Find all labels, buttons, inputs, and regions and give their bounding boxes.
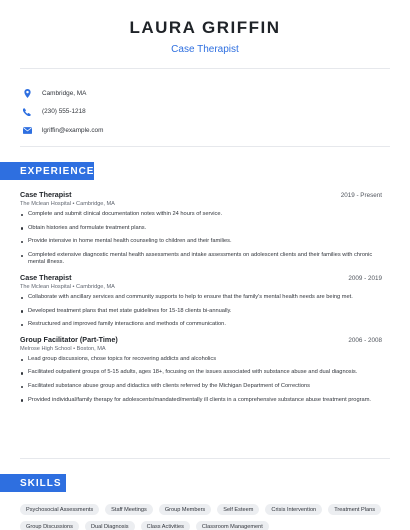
resume-header [0, 18, 410, 55]
job-title: Case Therapist [20, 272, 72, 282]
skill-chip: Treatment Plans [328, 504, 381, 515]
job-bullets [20, 294, 382, 329]
job-dates: 2009 - 2019 [348, 274, 382, 282]
skill-chip: Classroom Management [196, 521, 269, 530]
job-title: Case Therapist [20, 190, 72, 199]
job-dates: 2019 - Present [340, 192, 382, 199]
experience-section-header [0, 162, 94, 180]
job-organization: The Mclean Hospital • Cambridge, MA [20, 283, 115, 290]
bullet-item: Facilitated outpatient groups of 5-15 adults, ages 18+, focusing on the issues associated with substance abuse and dual diagnosis. [20, 369, 382, 377]
job-organization: The Mclean Hospital • Cambridge, MA [20, 201, 115, 207]
skill-chip: Group Members [159, 504, 211, 515]
job-dates: 2006 - 2008 [348, 336, 382, 344]
bullet-item: Collaborate with ancillary services and community supports to help to ensure that the family's mental health needs are being met. [20, 294, 382, 302]
candidate-name: LAURA GRIFFIN [129, 18, 281, 37]
header-divider [20, 68, 390, 69]
skill-chip: Crisis Intervention [265, 504, 322, 515]
contact-location-text: Cambridge, MA [42, 89, 87, 97]
experience-item [20, 190, 382, 267]
contact-email [20, 121, 390, 140]
bullet-item: Obtain histories and formulate treatment plans. [20, 225, 382, 233]
location-pin-icon [22, 88, 32, 98]
job-bullets [20, 211, 382, 267]
skill-chip: Class Activities [141, 521, 190, 530]
contact-email-link[interactable]: lgriffin@example.com [42, 126, 104, 134]
skills-list [20, 504, 390, 530]
email-icon [22, 125, 32, 135]
skill-chip: Psychosocial Assessments [20, 504, 99, 515]
experience-divider [20, 458, 390, 459]
contact-location [20, 84, 390, 103]
experience-list [20, 190, 382, 410]
skill-chip: Dual Diagnosis [85, 521, 135, 530]
experience-item [20, 335, 382, 404]
bullet-item: Completed extensive diagnostic mental health assessments and intake assessments on adolescent clients and their families with chronic mental illness. [20, 252, 382, 267]
job-title: Group Facilitator (Part-Time) [20, 334, 118, 344]
bullet-item: Complete and submit clinical documentation notes within 24 hours of service. [20, 211, 382, 219]
job-organization: Melrose High School • Boston, MA [20, 345, 106, 352]
skill-chip: Staff Meetings [105, 504, 153, 515]
contact-divider [20, 146, 390, 147]
bullet-item: Lead group discussions, chose topics for recovering addicts and alcoholics [20, 356, 382, 364]
job-title-heading: Case Therapist [171, 44, 239, 55]
skills-section-title: SKILLS [20, 477, 62, 489]
bullet-item: Restructured and improved family interactions and methods of communication. [20, 321, 382, 329]
experience-item [20, 273, 382, 329]
bullet-item: Provide intensive in home mental health counseling to children and their families. [20, 238, 382, 246]
contact-phone [20, 103, 390, 122]
skills-section-header [0, 474, 66, 492]
skill-chip: Self Esteem [217, 504, 259, 515]
bullet-item: Facilitated substance abuse group and didactics with clients referred by the Michigan Department of Corrections [20, 383, 382, 391]
bullet-item: Provided individual/family therapy for adolescents/mandated/mentally ill clients in a comprehensive substance abuse treatment program. [20, 397, 382, 405]
skill-chip: Group Discussions [20, 521, 79, 530]
phone-icon [22, 107, 32, 117]
job-bullets [20, 356, 382, 404]
experience-section-title: EXPERIENCE [20, 165, 95, 177]
bullet-item: Developed treatment plans that met state guidelines for 15-18 clients bi-annually. [20, 308, 382, 316]
contact-list [20, 84, 390, 140]
contact-phone-text: (230) 555-1218 [42, 108, 86, 116]
